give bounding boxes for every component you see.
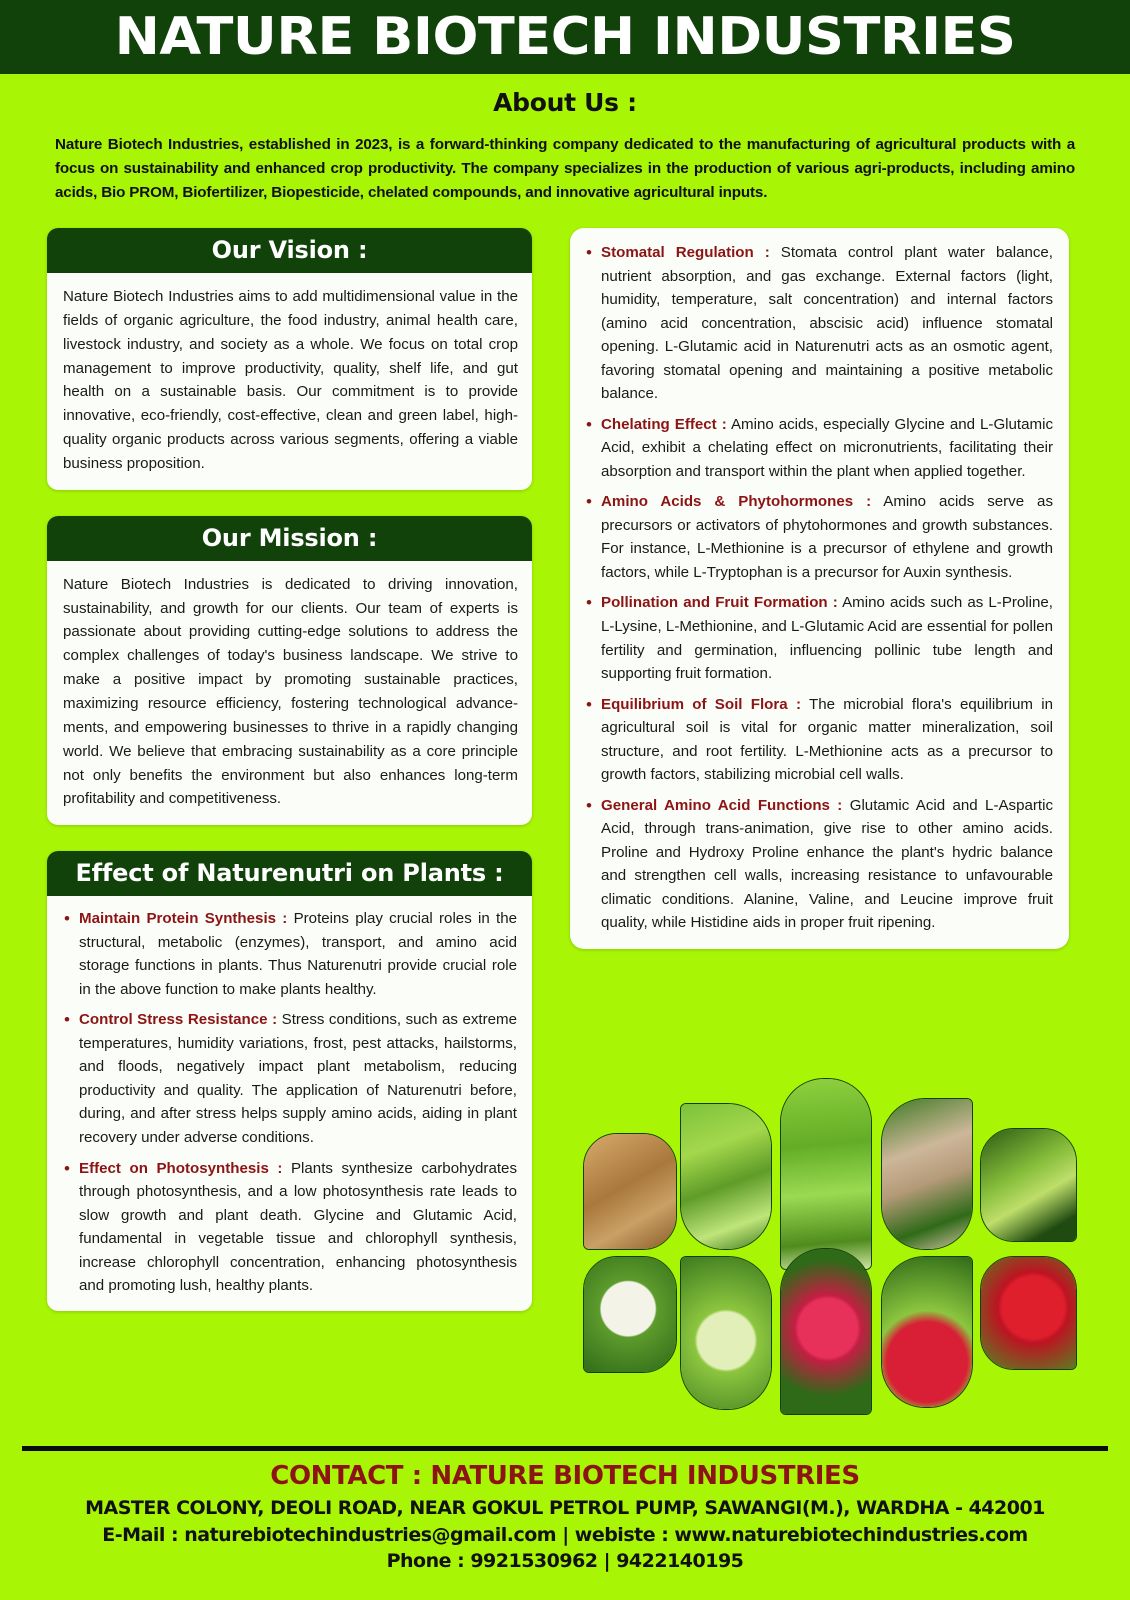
cauliflower-photo	[583, 1256, 677, 1373]
list-item	[584, 413, 1053, 484]
papaya-photo	[780, 1078, 872, 1270]
masthead	[0, 0, 1130, 74]
list-item	[584, 591, 1053, 685]
benefits-list	[584, 241, 1053, 935]
strawberry-photo-image	[882, 1257, 972, 1407]
list-item-text: Stress conditions, such as extreme temperatures, humidity variations, frost, pest attacks, hailstorms, and floods, negatively impact plant metabolism, reducing productivity and quality. The application of Naturenutri before, during, and after stress helps supply amino acids, aiding in plant recovery under adverse conditions.	[79, 1011, 517, 1146]
list-item	[584, 241, 1053, 406]
ginger-photo-image	[584, 1134, 676, 1249]
list-item	[62, 1008, 517, 1149]
product-photo-collage	[565, 1078, 1070, 1408]
mango-photo-image	[681, 1104, 771, 1249]
lemon-photo-image	[981, 1129, 1076, 1241]
footer-email-website: E-Mail : naturebiotechindustries@gmail.com | webiste : www.naturebiotechindustries.com	[102, 1524, 1028, 1546]
list-item	[584, 794, 1053, 935]
list-item-text: Stomata control plant water balance, nutrient absorption, and gas exchange. External factors (light, humidity, temperature, salt concentration) and internal factors (amino acid concentration, abscisic acid) influence stomatal opening. L-Glutamic acid in Naturenutri acts as an osmotic agent, favoring stomatal opening and maintaining a positive metabolic balance.	[601, 244, 1054, 403]
footer	[0, 1461, 1130, 1572]
list-item-lead: Control Stress Resistance :	[79, 1011, 278, 1029]
list-item-lead: General Amino Acid Functions :	[601, 796, 843, 814]
papaya-photo-image	[781, 1079, 871, 1269]
about-title: About Us :	[493, 88, 637, 117]
list-item-lead: Chelating Effect :	[601, 415, 727, 433]
cabbage-photo	[680, 1256, 772, 1410]
list-item	[584, 693, 1053, 787]
effects-list	[62, 907, 517, 1298]
pomegranate-photo-image	[781, 1249, 871, 1414]
benefits-card	[570, 228, 1069, 949]
vision-card	[47, 228, 532, 490]
company-title: NATURE BIOTECH INDUSTRIES	[114, 7, 1016, 67]
list-item	[62, 907, 517, 1001]
footer-address: MASTER COLONY, DEOLI ROAD, NEAR GOKUL PETROL PUMP, SAWANGI(M.), WARDHA - 442001	[85, 1497, 1045, 1519]
vision-body: Nature Biotech Industries aims to add multidimensional value in the fields of organic agriculture, the food industry, animal health care, livestock industry, and society as a whole. We focus on total crop management to improve productivity, quality, shelf life, and gut health on a sustainable basis. Our commitment is to provide innovative, eco-friendly, cost-effective, clean and green label, high-quality organic products across various segments, offering a viable business proposition.	[63, 288, 518, 472]
list-item	[62, 1157, 517, 1298]
list-item	[584, 490, 1053, 584]
list-item-text: Plants synthesize carbohydrates through photosynthesis, and a low photosynthesis rate leads to slow growth and plant death. Glycine and Glutamic Acid, fundamental in vegetable tissue and chlorophyll synthesis, increase chlorophyll concentration, enhancing photosynthesis and promoting lush, healthy plants.	[79, 1159, 517, 1295]
lemon-photo	[980, 1128, 1077, 1242]
strawberry-photo	[881, 1256, 973, 1408]
tomato-photo	[980, 1256, 1077, 1370]
list-item-lead: Stomatal Regulation :	[601, 244, 770, 261]
effects-card	[47, 851, 532, 1311]
mission-body: Nature Biotech Industries is dedicated to driving innovation, sustainability, and growth for our clients. Our team of experts is passionate about providing cutting-edge solutions to address the complex challenges of today's business landscape. We strive to make a positive impact by promoting sustainable practices, maximizing resource efficiency, fostering technological advance-ments, and empowering businesses to thrive in a rapidly changing world. We believe that embracing sustainability as a core principle not only benefits the environment but also enhances long-term profitability and competitiveness.	[63, 575, 518, 808]
mango-photo	[680, 1103, 772, 1250]
list-item-text: Glutamic Acid and L-Aspartic Acid, through trans-animation, give rise to other amino acids. Proline and Hydroxy Proline enhance the plant's hydric balance and strengthen cell walls, increasing resistance to unfavourable climatic conditions. Alanine, Valine, and Leucine improve fruit quality, while Histidine aids in proper fruit ripening.	[601, 796, 1053, 932]
list-item-text: Amino acids such as L-Proline, L-Lysine, L-Methionine, and L-Glutamic Acid are essential for pollen fertility and germination, influencing pollinic tube length and supporting fruit formation.	[601, 594, 1053, 683]
list-item-lead: Amino Acids & Phytohormones :	[601, 493, 872, 511]
about-section	[0, 74, 1130, 205]
mission-title: Our Mission :	[47, 516, 532, 561]
tomato-photo-image	[981, 1257, 1076, 1369]
mission-card	[47, 516, 532, 825]
right-column	[570, 228, 1069, 949]
chikoo-photo	[881, 1098, 973, 1250]
footer-phone: Phone : 9921530962 | 9422140195	[386, 1550, 744, 1572]
list-item-lead: Equilibrium of Soil Flora :	[601, 695, 801, 713]
list-item-text: The microbial flora's equilibrium in agricultural soil is vital for organic matter mineralization, soil structure, and root fertility. L-Methionine acts as a precursor to growth factors, stabilizing microbial cell walls.	[601, 695, 1053, 784]
list-item-lead: Pollination and Fruit Formation :	[601, 594, 838, 612]
list-item-text: Proteins play crucial roles in the structural, metabolic (enzymes), transport, and amino acid storage functions in plants. Thus Naturenutri provide crucial role in the above function to make plants healthy.	[79, 910, 517, 998]
cauliflower-photo-image	[584, 1257, 676, 1372]
effects-title: Effect of Naturenutri on Plants :	[47, 851, 532, 896]
footer-contact-heading: CONTACT : NATURE BIOTECH INDUSTRIES	[270, 1461, 860, 1491]
list-item-text: Amino acids, especially Glycine and L-Glutamic Acid, exhibit a chelating effect on micronutrients, facilitating their absorption and transport within the plant when applied together.	[601, 415, 1053, 480]
effects-body	[47, 896, 532, 1311]
pomegranate-photo	[780, 1248, 872, 1415]
about-body: Nature Biotech Industries, established in 2023, is a forward-thinking company dedicated to the manufacturing of agricultural products with a focus on sustainability and enhanced crop productivity. The company specializes in the production of various agri-products, including amino acids, Bio PROM, Biofertilizer, Biopesticide, chelated compounds, and innovative agricultural inputs.	[55, 136, 1075, 202]
ginger-photo	[583, 1133, 677, 1250]
footer-divider	[22, 1446, 1108, 1451]
vision-title: Our Vision :	[47, 228, 532, 273]
list-item-lead: Effect on Photosynthesis :	[79, 1159, 283, 1177]
list-item-text: Amino acids serve as precursors or activators of phytohormones and growth substances. For instance, L-Methionine is a precursor of ethylene and growth factors, while L-Tryptophan is a precursor for Auxin synthesis.	[601, 493, 1053, 581]
left-column	[47, 228, 532, 1337]
cabbage-photo-image	[681, 1257, 771, 1409]
list-item-lead: Maintain Protein Synthesis :	[79, 910, 288, 928]
chikoo-photo-image	[882, 1099, 972, 1249]
